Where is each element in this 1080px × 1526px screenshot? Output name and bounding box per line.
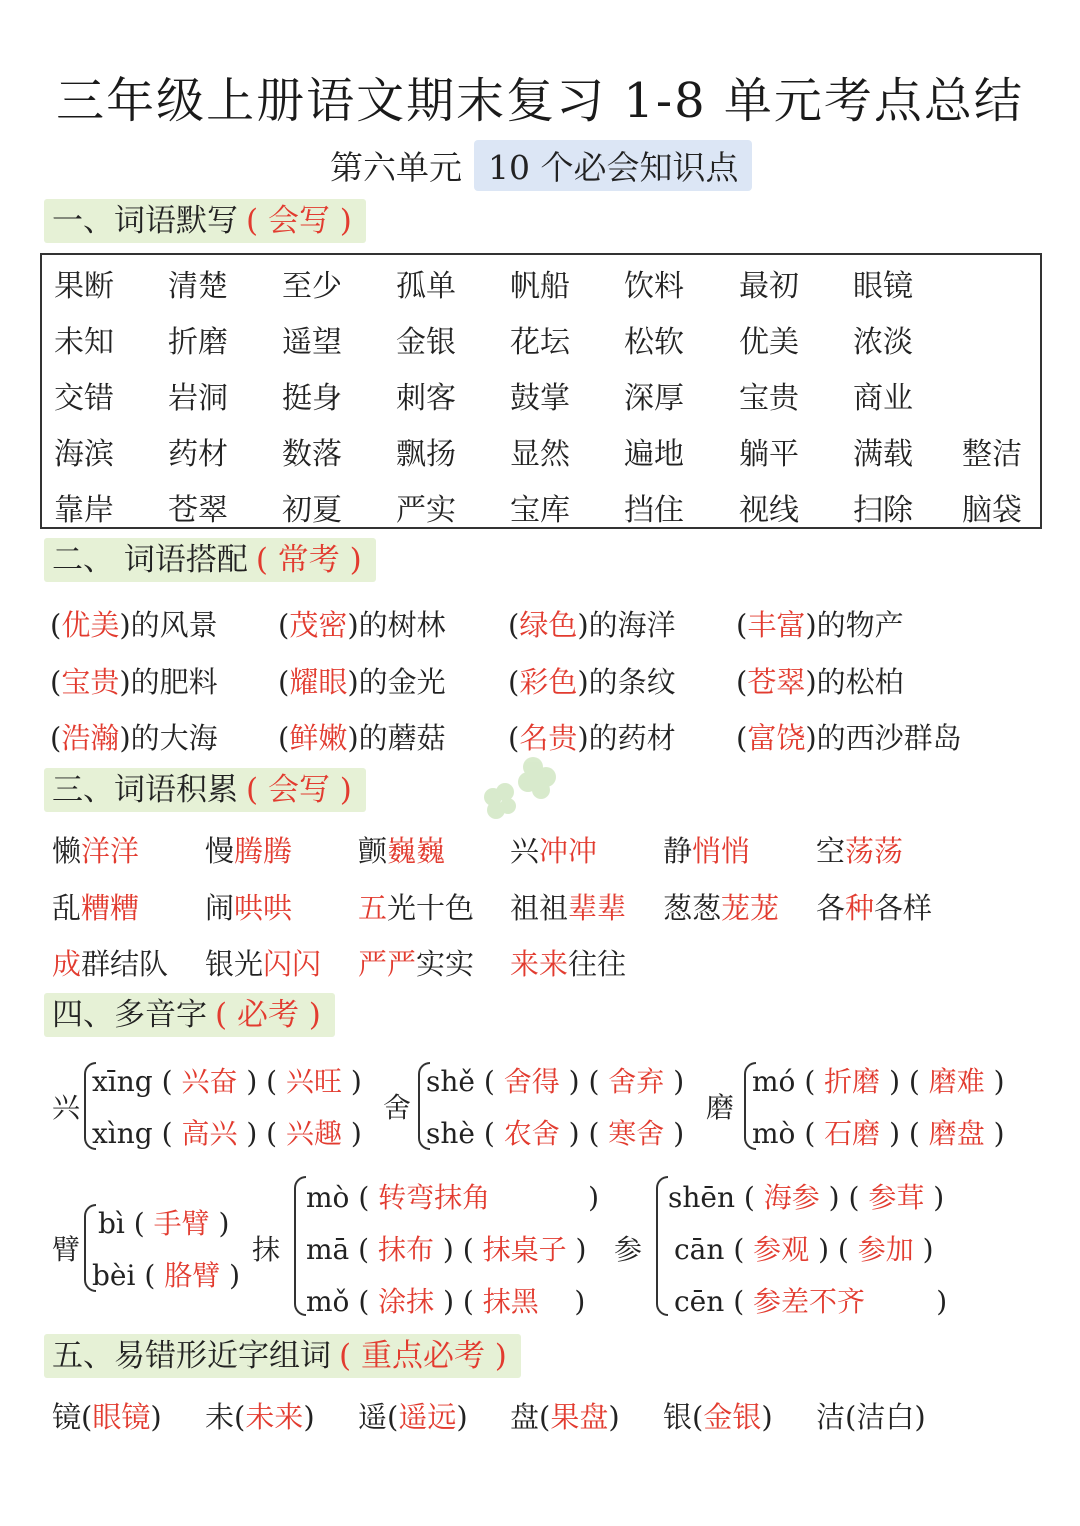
idiom-plain: 往往 [568, 947, 627, 981]
idiom [358, 886, 474, 927]
word-pair: (绿色)的海洋 [508, 608, 676, 642]
similar-word: 未来 [245, 1400, 304, 1434]
pair-adjective: 苍翠 [747, 665, 806, 699]
idiom-plain: 慢 [205, 834, 235, 868]
dictation-word: 果断 [54, 269, 114, 304]
poly-char-mo: 磨 [706, 1091, 735, 1124]
dictation-word: 初夏 [282, 493, 342, 528]
pair-noun: 的松柏 [816, 665, 904, 699]
dictation-word: 至少 [282, 269, 342, 304]
similar-word: 果盘 [550, 1400, 609, 1434]
dictation-word: 花坛 [510, 325, 570, 360]
dictation-word: 宝库 [510, 493, 570, 528]
idiom [510, 829, 597, 870]
similar-word: 眼镜 [92, 1400, 151, 1434]
dictation-word: 松软 [624, 325, 684, 360]
pair-adjective: 优美 [61, 608, 120, 642]
idiom-plain: 祖祖 [510, 891, 569, 925]
pair-noun: 的条纹 [588, 665, 676, 699]
dictation-word: 脑袋 [962, 493, 1022, 528]
section-5-tag: ( 重点必考 ) [339, 1338, 507, 1374]
similar-char: 盘(果盘) [510, 1400, 620, 1434]
idiom-plain: 乱 [52, 891, 82, 925]
idiom-plain: 实实 [416, 947, 475, 981]
dictation-word: 清楚 [168, 269, 228, 304]
idiom-answer: 茏茏 [721, 891, 780, 925]
idiom [52, 886, 139, 927]
idiom-plain: 各 [816, 891, 846, 925]
similar-base: 银 [663, 1400, 693, 1434]
similar-word: 金银 [703, 1400, 762, 1434]
idiom-answer: 五 [358, 891, 388, 925]
idiom-answer: 腾腾 [234, 834, 293, 868]
dictation-word: 遍地 [624, 437, 684, 472]
idiom [358, 829, 445, 870]
similar-char: 遥(遥远) [358, 1400, 468, 1434]
idiom-plain: 兴 [510, 834, 540, 868]
dictation-word-box [40, 253, 1042, 529]
pair-noun: 的肥料 [130, 665, 218, 699]
word-pair: (彩色)的条纹 [508, 665, 676, 699]
poly-xing-row-1: xīng ( 兴奋 ) ( 兴旺 ) [92, 1065, 362, 1098]
pair-noun: 的西沙群岛 [816, 721, 962, 755]
section-5-header [44, 1334, 521, 1378]
poly-she-row-1: shě ( 舍得 ) ( 舍弃 ) [426, 1065, 685, 1098]
pair-noun: 的树林 [358, 608, 446, 642]
dictation-word: 苍翠 [168, 493, 228, 528]
poly-xing-row-2: xìng ( 高兴 ) ( 兴趣 ) [92, 1117, 362, 1150]
word-pair: (茂密)的树林 [278, 608, 446, 642]
section-2-tag: ( 常考 ) [255, 542, 362, 578]
poly-char-bi: 臂 [52, 1233, 81, 1266]
section-3-label: 三、词语积累 [52, 772, 238, 808]
poly-shen-row-2: cān ( 参观 ) ( 参加 ) [674, 1233, 934, 1266]
dictation-word: 严实 [396, 493, 456, 528]
word-pair: (富饶)的西沙群岛 [736, 721, 962, 755]
brace [294, 1176, 306, 1316]
poly-char-ma: 抹 [252, 1233, 281, 1266]
pair-noun: 的蘑菇 [358, 721, 446, 755]
similar-base: 镜 [52, 1400, 82, 1434]
idiom-plain: 光十色 [387, 891, 475, 925]
similar-word: 遥远 [398, 1400, 457, 1434]
section-3-tag: ( 会写 ) [246, 772, 352, 808]
section-4-header [44, 993, 335, 1037]
dictation-word: 满载 [853, 437, 913, 472]
similar-base: 遥 [358, 1400, 388, 1434]
unit-highlight: 10 个必会知识点 [474, 140, 752, 191]
clover-watermark-icon [478, 752, 568, 822]
pair-adjective: 耀眼 [289, 665, 348, 699]
pair-adjective: 茂密 [289, 608, 348, 642]
poly-bi-row-1: bì ( 手臂 ) [98, 1207, 230, 1240]
similar-word: 洁白 [856, 1400, 915, 1434]
pair-noun: 的大海 [130, 721, 218, 755]
section-5-label: 五、易错形近字组词 [52, 1338, 331, 1374]
idiom [205, 942, 321, 983]
poly-she-row-2: shè ( 农舍 ) ( 寒舍 ) [426, 1117, 685, 1150]
dictation-word: 眼镜 [853, 269, 913, 304]
poly-char-xing: 兴 [52, 1091, 81, 1124]
dictation-word: 药材 [168, 437, 228, 472]
dictation-word: 商业 [853, 381, 913, 416]
idiom-answer: 辈辈 [568, 891, 627, 925]
section-1-header [44, 199, 366, 243]
dictation-word: 优美 [739, 325, 799, 360]
similar-base: 盘 [510, 1400, 540, 1434]
pair-adjective: 丰富 [747, 608, 806, 642]
pair-adjective: 名贵 [519, 721, 578, 755]
idiom-answer: 成 [52, 947, 82, 981]
poly-ma-row-1: mò ( 转弯抹角 ) [306, 1181, 599, 1214]
dictation-word: 饮料 [624, 269, 684, 304]
dictation-word: 未知 [54, 325, 114, 360]
section-3-header [44, 768, 366, 812]
idiom-answer: 严严 [358, 947, 417, 981]
dictation-word: 交错 [54, 381, 114, 416]
poly-mo-row-2: mò ( 石磨 ) ( 磨盘 ) [752, 1117, 1005, 1150]
poly-ma-row-2: mā ( 抹布 ) ( 抹桌子 ) [306, 1233, 587, 1266]
similar-char: 镜(眼镜) [52, 1400, 162, 1434]
section-4-tag: ( 必考 ) [215, 997, 321, 1033]
word-pair: (鲜嫩)的蘑菇 [278, 721, 446, 755]
pair-adjective: 浩瀚 [61, 721, 120, 755]
section-1-label: 一、词语默写 [52, 203, 238, 239]
pair-adjective: 富饶 [747, 721, 806, 755]
dictation-word: 最初 [739, 269, 799, 304]
idiom [205, 886, 292, 927]
dictation-word: 躺平 [739, 437, 799, 472]
idiom-answer: 哄哄 [234, 891, 293, 925]
word-pair: (宝贵)的肥料 [50, 665, 218, 699]
idiom [663, 886, 779, 927]
idiom-answer: 洋洋 [81, 834, 140, 868]
idiom-answer: 来来 [510, 947, 569, 981]
idiom [816, 829, 903, 870]
dictation-word: 岩洞 [168, 381, 228, 416]
idiom [52, 942, 168, 983]
poly-shen-row-3: cēn ( 参差不齐 ) [674, 1285, 948, 1318]
idiom-plain: 闹 [205, 891, 235, 925]
idiom [52, 829, 139, 870]
idiom [816, 886, 932, 927]
section-2-header [44, 538, 376, 582]
pair-adjective: 宝贵 [61, 665, 120, 699]
idiom-answer: 种 [845, 891, 875, 925]
similar-char: 银(金银) [663, 1400, 773, 1434]
poly-mo-row-1: mó ( 折磨 ) ( 磨难 ) [752, 1065, 1005, 1098]
pair-noun: 的风景 [130, 608, 218, 642]
brace [656, 1176, 668, 1316]
idiom-answer: 悄悄 [692, 834, 751, 868]
idiom-plain: 银光 [205, 947, 264, 981]
poly-char-shen: 参 [614, 1233, 643, 1266]
dictation-word: 挡住 [624, 493, 684, 528]
idiom [510, 886, 626, 927]
dictation-word: 浓淡 [853, 325, 913, 360]
poly-char-she: 舍 [383, 1091, 412, 1124]
dictation-word: 视线 [739, 493, 799, 528]
section-1-tag: ( 会写 ) [246, 203, 352, 239]
page-title: 三年级上册语文期末复习 1-8 单元考点总结 [56, 73, 1024, 129]
word-pair: (苍翠)的松柏 [736, 665, 904, 699]
pair-adjective: 彩色 [519, 665, 578, 699]
similar-base: 未 [205, 1400, 235, 1434]
idiom-plain: 静 [663, 834, 693, 868]
similar-char: 洁(洁白) [816, 1400, 926, 1434]
dictation-word: 扫除 [853, 493, 913, 528]
idiom [663, 829, 750, 870]
dictation-word: 整洁 [962, 437, 1022, 472]
dictation-word: 靠岸 [54, 493, 114, 528]
dictation-word: 挺身 [282, 381, 342, 416]
similar-char: 未(未来) [205, 1400, 315, 1434]
word-pair: (名贵)的药材 [508, 721, 676, 755]
idiom [358, 942, 474, 983]
idiom-answer: 冲冲 [539, 834, 598, 868]
word-pair: (丰富)的物产 [736, 608, 904, 642]
dictation-word: 帆船 [510, 269, 570, 304]
idiom-answer: 巍巍 [387, 834, 446, 868]
pair-noun: 的药材 [588, 721, 676, 755]
poly-bi-row-2: bèi ( 胳臂 ) [92, 1259, 241, 1292]
idiom [205, 829, 292, 870]
idiom-answer: 糟糟 [81, 891, 140, 925]
idiom-plain: 空 [816, 834, 846, 868]
poly-ma-row-3: mǒ ( 涂抹 ) ( 抹黑 ) [306, 1285, 586, 1318]
idiom [510, 942, 626, 983]
dictation-word: 海滨 [54, 437, 114, 472]
dictation-word: 孤单 [396, 269, 456, 304]
word-pair: (耀眼)的金光 [278, 665, 446, 699]
dictation-word: 刺客 [396, 381, 456, 416]
idiom-plain: 葱葱 [663, 891, 722, 925]
dictation-word: 金银 [396, 325, 456, 360]
idiom-plain: 群结队 [81, 947, 169, 981]
dictation-word: 鼓掌 [510, 381, 570, 416]
word-pair: (优美)的风景 [50, 608, 218, 642]
idiom-plain: 颤 [358, 834, 388, 868]
dictation-word: 遥望 [282, 325, 342, 360]
poly-shen-row-1: shēn ( 海参 ) ( 参茸 ) [668, 1181, 945, 1214]
idiom-plain: 懒 [52, 834, 82, 868]
similar-base: 洁 [816, 1400, 846, 1434]
pair-noun: 的金光 [358, 665, 446, 699]
word-pair: (浩瀚)的大海 [50, 721, 218, 755]
unit-subtitle [330, 140, 752, 191]
idiom-answer: 闪闪 [263, 947, 322, 981]
pair-adjective: 绿色 [519, 608, 578, 642]
pair-noun: 的海洋 [588, 608, 676, 642]
dictation-word: 显然 [510, 437, 570, 472]
idiom-plain: 各样 [874, 891, 933, 925]
section-4-label: 四、多音字 [52, 997, 207, 1033]
dictation-word: 折磨 [168, 325, 228, 360]
dictation-word: 飘扬 [396, 437, 456, 472]
dictation-word: 数落 [282, 437, 342, 472]
section-2-label: 二、 词语搭配 [52, 542, 248, 578]
unit-label: 第六单元 [330, 148, 462, 187]
pair-adjective: 鲜嫩 [289, 721, 348, 755]
pair-noun: 的物产 [816, 608, 904, 642]
idiom-answer: 荡荡 [845, 834, 904, 868]
dictation-word: 宝贵 [739, 381, 799, 416]
dictation-word: 深厚 [624, 381, 684, 416]
